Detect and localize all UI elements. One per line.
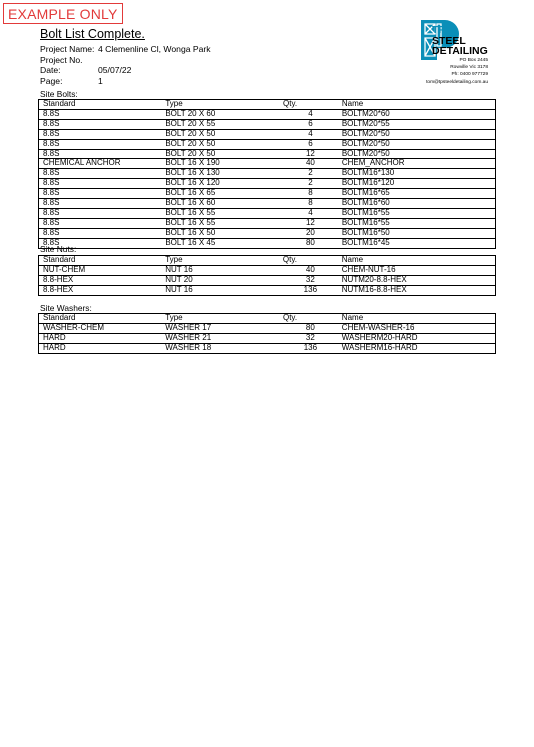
cell-standard: 8.8S: [39, 199, 162, 209]
cell-name: NUTM20-8.8-HEX: [338, 275, 496, 285]
table-row: [39, 119, 496, 129]
table-row: [39, 208, 496, 218]
cell-standard: 8.8S: [39, 228, 162, 238]
cell-name: BOLTM16*120: [338, 179, 496, 189]
meta-value: 1: [98, 75, 103, 86]
table-row: [39, 265, 496, 275]
cell-standard: 8.8S: [39, 169, 162, 179]
table-header-row: [39, 100, 496, 110]
cell-type: BOLT 20 X 60: [161, 109, 283, 119]
cell-standard: 8.8S: [39, 149, 162, 159]
table-row: [39, 189, 496, 199]
cell-standard: 8.8S: [39, 189, 162, 199]
column-header-qty: Qty.: [283, 256, 338, 266]
company-name-line-1: TP: [432, 24, 446, 36]
table-row: [39, 285, 496, 295]
bolts-table: [38, 99, 496, 249]
cell-standard: 8.8S: [39, 139, 162, 149]
project-meta: [40, 44, 211, 86]
table-row: [39, 139, 496, 149]
meta-label: Date:: [40, 65, 61, 75]
table-row: [39, 109, 496, 119]
cell-name: WASHERM20-HARD: [338, 333, 496, 343]
company-name-line-2: STEEL: [432, 34, 466, 47]
table-row: [39, 323, 496, 333]
page-title: Bolt List Complete.: [40, 27, 145, 41]
cell-type: WASHER 17: [161, 323, 283, 333]
column-header-standard: Standard: [39, 314, 162, 324]
section-label-bolts: Site Bolts:: [40, 89, 78, 99]
cell-type: WASHER 21: [161, 333, 283, 343]
cell-qty: 8: [283, 189, 338, 199]
section-label-nuts: Site Nuts:: [40, 244, 77, 254]
cell-name: BOLTM20*50: [338, 139, 496, 149]
cell-qty: 32: [283, 333, 338, 343]
cell-standard: 8.8S: [39, 179, 162, 189]
cell-type: NUT 16: [161, 265, 283, 275]
cell-type: BOLT 20 X 50: [161, 149, 283, 159]
cell-standard: WASHER-CHEM: [39, 323, 162, 333]
cell-qty: 40: [283, 159, 338, 169]
cell-standard: 8.8-HEX: [39, 275, 162, 285]
cell-standard: 8.8S: [39, 119, 162, 129]
table-row: [39, 218, 496, 228]
column-header-standard: Standard: [39, 256, 162, 266]
company-contact: [426, 57, 488, 86]
cell-type: WASHER 18: [161, 343, 283, 353]
table-row: [39, 129, 496, 139]
cell-qty: 6: [283, 139, 338, 149]
cell-name: CHEM-NUT-16: [338, 265, 496, 275]
contact-address: Rowville Vic 3178: [450, 65, 488, 71]
meta-row-project-no: [40, 55, 211, 66]
cell-qty: 20: [283, 228, 338, 238]
cell-type: NUT 16: [161, 285, 283, 295]
cell-qty: 32: [283, 275, 338, 285]
cell-qty: 136: [283, 343, 338, 353]
column-header-type: Type: [161, 314, 283, 324]
cell-qty: 80: [283, 238, 338, 248]
company-name: [432, 25, 488, 57]
cell-standard: 8.8S: [39, 129, 162, 139]
cell-qty: 136: [283, 285, 338, 295]
table-row: [39, 275, 496, 285]
cell-qty: 2: [283, 179, 338, 189]
cell-standard: HARD: [39, 343, 162, 353]
cell-qty: 80: [283, 323, 338, 333]
cell-name: BOLTM16*50: [338, 228, 496, 238]
table-row: [39, 199, 496, 209]
column-header-qty: Qty.: [283, 314, 338, 324]
cell-type: BOLT 16 X 65: [161, 189, 283, 199]
cell-type: BOLT 16 X 55: [161, 218, 283, 228]
cell-name: BOLTM20*50: [338, 129, 496, 139]
cell-qty: 4: [283, 208, 338, 218]
nuts-table: [38, 255, 496, 296]
cell-qty: 8: [283, 199, 338, 209]
column-header-name: Name: [338, 314, 496, 324]
table-row: [39, 169, 496, 179]
cell-standard: NUT-CHEM: [39, 265, 162, 275]
table-row: [39, 159, 496, 169]
table-header-row: [39, 256, 496, 266]
washers-table: [38, 313, 496, 354]
cell-name: WASHERM16-HARD: [338, 343, 496, 353]
cell-type: NUT 20: [161, 275, 283, 285]
meta-value: 05/07/22: [98, 65, 132, 75]
cell-type: BOLT 20 X 50: [161, 139, 283, 149]
cell-standard: 8.8S: [39, 238, 162, 248]
cell-standard: CHEMICAL ANCHOR: [39, 159, 162, 169]
cell-qty: 12: [283, 149, 338, 159]
cell-qty: 12: [283, 218, 338, 228]
cell-qty: 4: [283, 109, 338, 119]
cell-qty: 4: [283, 129, 338, 139]
cell-name: BOLTM16*55: [338, 218, 496, 228]
column-header-type: Type: [161, 100, 283, 110]
cell-standard: 8.8S: [39, 109, 162, 119]
cell-qty: 2: [283, 169, 338, 179]
meta-value: 4 Clemenline Cl, Wonga Park: [98, 44, 211, 54]
table-row: [39, 179, 496, 189]
cell-type: BOLT 16 X 50: [161, 228, 283, 238]
meta-row-page: [40, 76, 211, 87]
cell-name: NUTM16-8.8-HEX: [338, 285, 496, 295]
table-header-row: [39, 314, 496, 324]
meta-row-date: [40, 65, 211, 76]
column-header-name: Name: [338, 256, 496, 266]
cell-standard: 8.8S: [39, 208, 162, 218]
cell-type: BOLT 20 X 55: [161, 119, 283, 129]
cell-name: BOLTM16*130: [338, 169, 496, 179]
column-header-standard: Standard: [39, 100, 162, 110]
contact-phone: Ph: 0400 977729: [451, 72, 488, 78]
cell-type: BOLT 16 X 120: [161, 179, 283, 189]
column-header-type: Type: [161, 256, 283, 266]
cell-type: BOLT 16 X 55: [161, 208, 283, 218]
cell-type: BOLT 16 X 190: [161, 159, 283, 169]
cell-qty: 40: [283, 265, 338, 275]
cell-name: CHEM_ANCHOR: [338, 159, 496, 169]
cell-name: BOLTM16*65: [338, 189, 496, 199]
column-header-qty: Qty.: [283, 100, 338, 110]
cell-name: CHEM-WASHER-16: [338, 323, 496, 333]
meta-label: Project Name:: [40, 44, 95, 54]
cell-type: BOLT 16 X 60: [161, 199, 283, 209]
table-row: [39, 343, 496, 353]
example-only-stamp: EXAMPLE ONLY: [3, 3, 123, 24]
cell-standard: 8.8S: [39, 218, 162, 228]
cell-type: BOLT 20 X 50: [161, 129, 283, 139]
cell-standard: HARD: [39, 333, 162, 343]
cell-name: BOLTM16*45: [338, 238, 496, 248]
meta-row-project-name: [40, 44, 211, 55]
column-header-name: Name: [338, 100, 496, 110]
contact-po-box: PO Box 2445: [459, 58, 488, 63]
meta-label: Page:: [40, 75, 63, 86]
meta-label: Project No.: [40, 54, 83, 65]
table-row: [39, 333, 496, 343]
table-row: [39, 228, 496, 238]
company-name-line-3: DETAILING: [432, 45, 488, 57]
cell-name: BOLTM20*60: [338, 109, 496, 119]
cell-name: BOLTM20*55: [338, 119, 496, 129]
cell-qty: 6: [283, 119, 338, 129]
cell-type: BOLT 16 X 45: [161, 238, 283, 248]
table-row: [39, 238, 496, 248]
cell-type: BOLT 16 X 130: [161, 169, 283, 179]
cell-standard: 8.8-HEX: [39, 285, 162, 295]
cell-name: BOLTM20*50: [338, 149, 496, 159]
cell-name: BOLTM16*55: [338, 208, 496, 218]
contact-email: tom@tpsteeldetailing.com.au: [426, 79, 488, 85]
table-row: [39, 149, 496, 159]
cell-name: BOLTM16*60: [338, 199, 496, 209]
section-label-washers: Site Washers:: [40, 303, 92, 313]
